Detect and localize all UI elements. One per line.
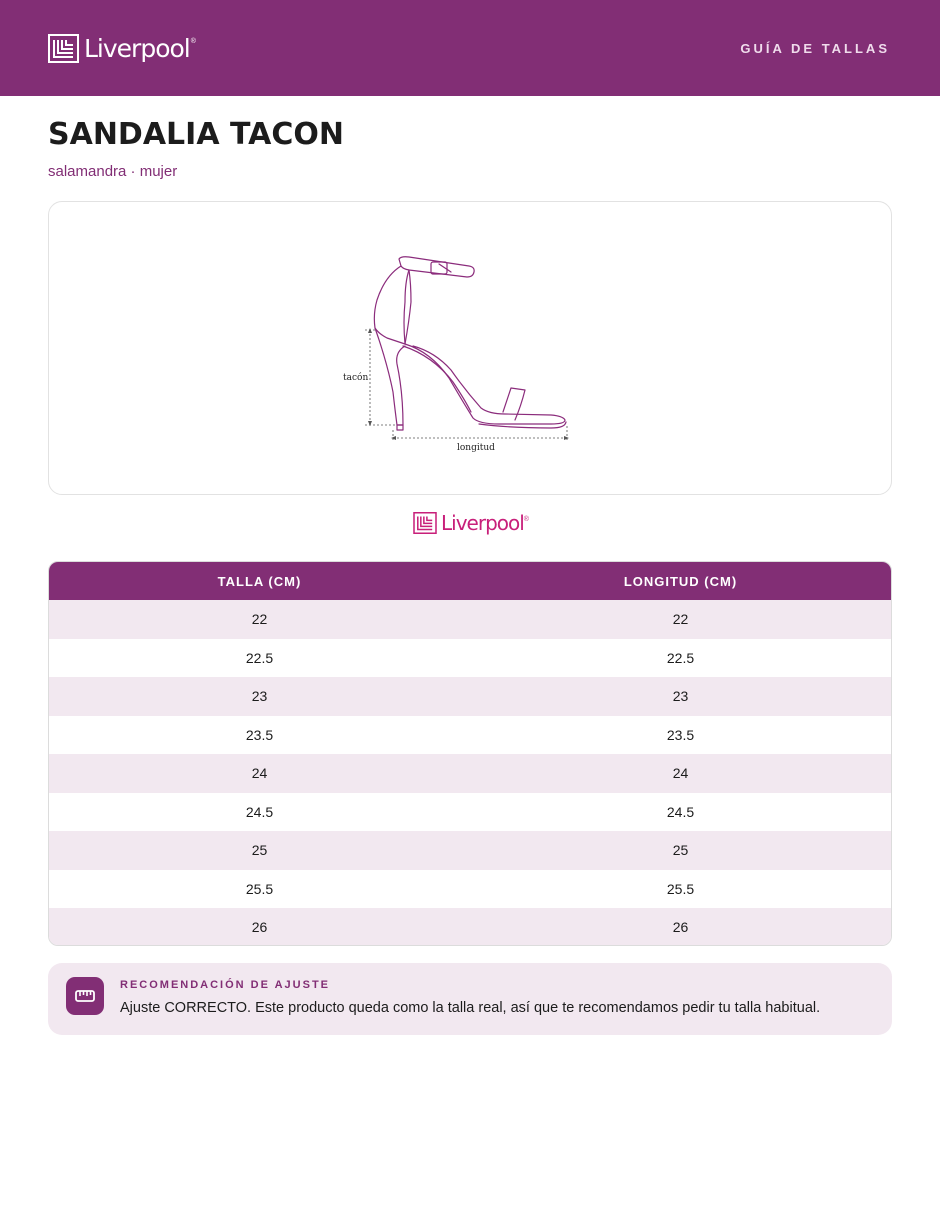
liverpool-secondary-logo [413, 512, 529, 534]
length-cell: 24.5 [666, 803, 695, 820]
column-header-length: LONGITUD (CM) [623, 573, 738, 589]
table-body [49, 600, 891, 946]
length-cell: 22.5 [666, 649, 695, 666]
registered-mark: ® [523, 516, 529, 523]
liverpool-logo-text: Liverpool [441, 511, 524, 535]
sandal-measurement-diagram [339, 252, 579, 457]
product-subtitle: salamandra · mujer [48, 163, 178, 180]
length-label: longitud [457, 443, 495, 453]
table-row [49, 716, 891, 755]
registered-mark: ® [190, 37, 196, 45]
liverpool-logo-text: Liverpool [84, 33, 190, 63]
liverpool-logo-icon [413, 512, 437, 534]
heel-label: tacón [343, 373, 369, 383]
length-cell: 25.5 [666, 880, 695, 897]
heel-counter [374, 266, 409, 344]
size-cell: 25.5 [245, 880, 274, 897]
size-cell: 26 [251, 919, 268, 936]
length-cell: 23 [672, 688, 689, 705]
size-cell: 23 [251, 688, 268, 705]
table-header-row [49, 562, 891, 600]
liverpool-logo-icon [48, 34, 79, 63]
column-header-size: TALLA (CM) [217, 573, 302, 589]
size-cell: 23.5 [245, 726, 274, 743]
length-cell: 23.5 [666, 726, 695, 743]
size-guide-link[interactable]: GUÍA DE TALLAS [740, 40, 890, 56]
size-cell: 22 [251, 611, 268, 628]
recommendation-text: Ajuste CORRECTO. Este producto queda como la talla real, así que te recomendamos pedir tu talla habitual. [120, 1000, 821, 1016]
recommendation-label: RECOMENDACIÓN DE AJUSTE [120, 979, 330, 991]
table-row [49, 754, 891, 793]
liverpool-logo[interactable] [48, 34, 196, 63]
size-cell: 24.5 [245, 803, 274, 820]
top-header [0, 0, 940, 96]
length-cell: 24 [672, 765, 689, 782]
measurement-figure-card [48, 201, 892, 495]
length-cell: 26 [672, 919, 689, 936]
page-title: SANDALIA TACON [48, 117, 344, 152]
table-row [49, 908, 891, 946]
sandal-sole [405, 344, 565, 424]
table-row [49, 600, 891, 639]
table-row [49, 639, 891, 678]
length-cell: 22 [672, 611, 689, 628]
table-row [49, 677, 891, 716]
toe-strap [503, 388, 525, 420]
table-row [49, 831, 891, 870]
table-row [49, 870, 891, 909]
size-cell: 22.5 [245, 649, 274, 666]
size-table [48, 561, 892, 946]
size-cell: 25 [251, 842, 268, 859]
fit-recommendation-card [48, 963, 892, 1035]
size-cell: 24 [251, 765, 268, 782]
table-row [49, 793, 891, 832]
length-cell: 25 [672, 842, 689, 859]
ruler-icon [66, 977, 104, 1015]
